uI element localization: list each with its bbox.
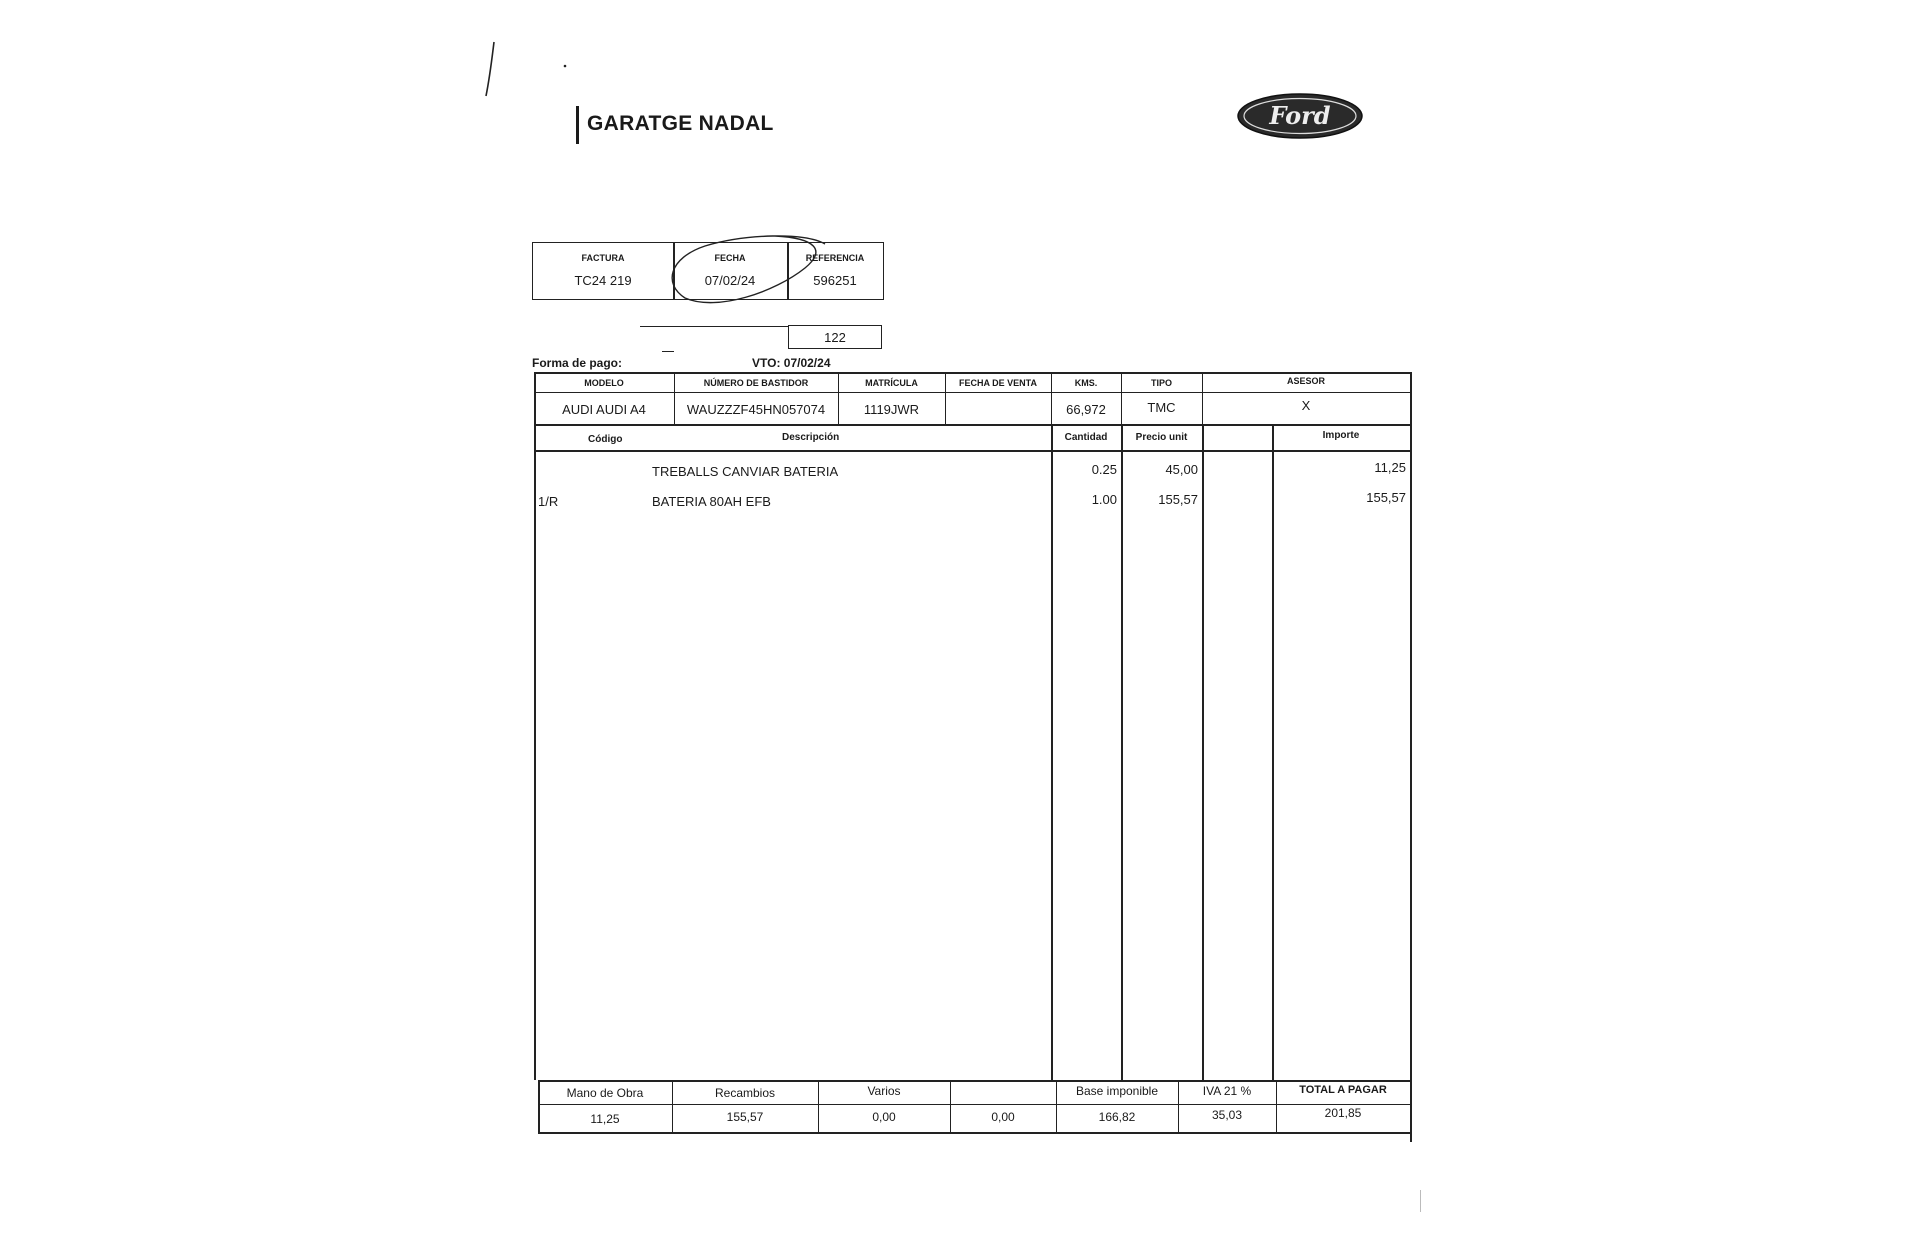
referencia-label: REFERENCIA: [805, 253, 865, 263]
header-tipo: TIPO: [1150, 378, 1172, 388]
handwritten-mark: [480, 38, 570, 108]
total-iva: 35,03: [1211, 1108, 1243, 1122]
line-2-codigo: 1/R: [538, 494, 559, 509]
invoice-table: [534, 372, 1412, 1142]
header-asesor: ASESOR: [1286, 376, 1325, 386]
total-mano-obra-label: Mano de Obra: [566, 1086, 644, 1100]
total-otros: 0,00: [991, 1110, 1015, 1124]
ford-logo: [1236, 92, 1364, 140]
vto-date: VTO: 07/02/24: [752, 356, 831, 370]
total-base-label: Base imponible: [1075, 1084, 1159, 1098]
fecha-label: FECHA: [714, 253, 746, 263]
client-number-box: [788, 325, 882, 349]
header-kms: KMS.: [1074, 378, 1098, 388]
company-name: GARATGE NADAL: [587, 112, 774, 135]
line-1-descripcion: TREBALLS CANVIAR BATERIA: [652, 464, 839, 479]
line-2-cantidad: 1.00: [1091, 492, 1117, 507]
vehicle-asesor: X: [1301, 398, 1311, 413]
handwritten-circle: [655, 232, 835, 312]
total-varios: 0,00: [872, 1110, 896, 1124]
header-codigo: Código: [588, 434, 623, 445]
header-bastidor: NÚMERO DE BASTIDOR: [703, 378, 809, 388]
vehicle-modelo: AUDI AUDI A4: [562, 402, 646, 417]
total-a-pagar: 201,85: [1324, 1106, 1362, 1120]
line-2-descripcion: BATERIA 80AH EFB: [652, 494, 771, 509]
total-iva-label: IVA 21 %: [1202, 1084, 1252, 1098]
line-2-importe: 155,57: [1366, 490, 1406, 505]
line-1-cantidad: 0.25: [1091, 462, 1117, 477]
company-divider-bar: [576, 106, 579, 144]
ford-logo-text: Ford: [1269, 101, 1331, 130]
payment-label: Forma de pago:: [532, 356, 623, 370]
header-fecha-venta: FECHA DE VENTA: [958, 378, 1037, 388]
header-descripcion: Descripción: [782, 432, 840, 443]
header-matricula: MATRÍCULA: [865, 378, 918, 388]
vehicle-matricula: 1119JWR: [863, 402, 920, 417]
line-2-precio: 155,57: [1158, 492, 1198, 507]
header-modelo: MODELO: [584, 378, 624, 388]
total-mano-obra: 11,25: [590, 1112, 620, 1126]
referencia-value: 596251: [813, 273, 857, 288]
total-a-pagar-label: TOTAL A PAGAR: [1299, 1084, 1387, 1096]
vehicle-kms: 66,972: [1066, 402, 1106, 417]
vehicle-tipo: TMC: [1147, 400, 1176, 415]
client-number: 122: [824, 330, 846, 345]
header-importe: Importe: [1322, 430, 1360, 441]
factura-label: FACTURA: [581, 253, 625, 263]
vehicle-bastidor: WAUZZZF45HN057074: [686, 402, 826, 417]
fecha-value: 07/02/24: [704, 273, 756, 288]
header-precio-unit: Precio unit: [1135, 432, 1188, 443]
total-varios-label: Varios: [867, 1084, 901, 1098]
total-recambios-label: Recambios: [714, 1086, 776, 1100]
total-base: 166,82: [1098, 1110, 1136, 1124]
header-cantidad: Cantidad: [1064, 432, 1108, 443]
line-1-precio: 45,00: [1165, 462, 1198, 477]
total-recambios: 155,57: [726, 1110, 764, 1124]
line-1-importe: 11,25: [1374, 460, 1406, 475]
factura-value: TC24 219: [574, 273, 632, 288]
scan-artifact: [1420, 1190, 1421, 1212]
